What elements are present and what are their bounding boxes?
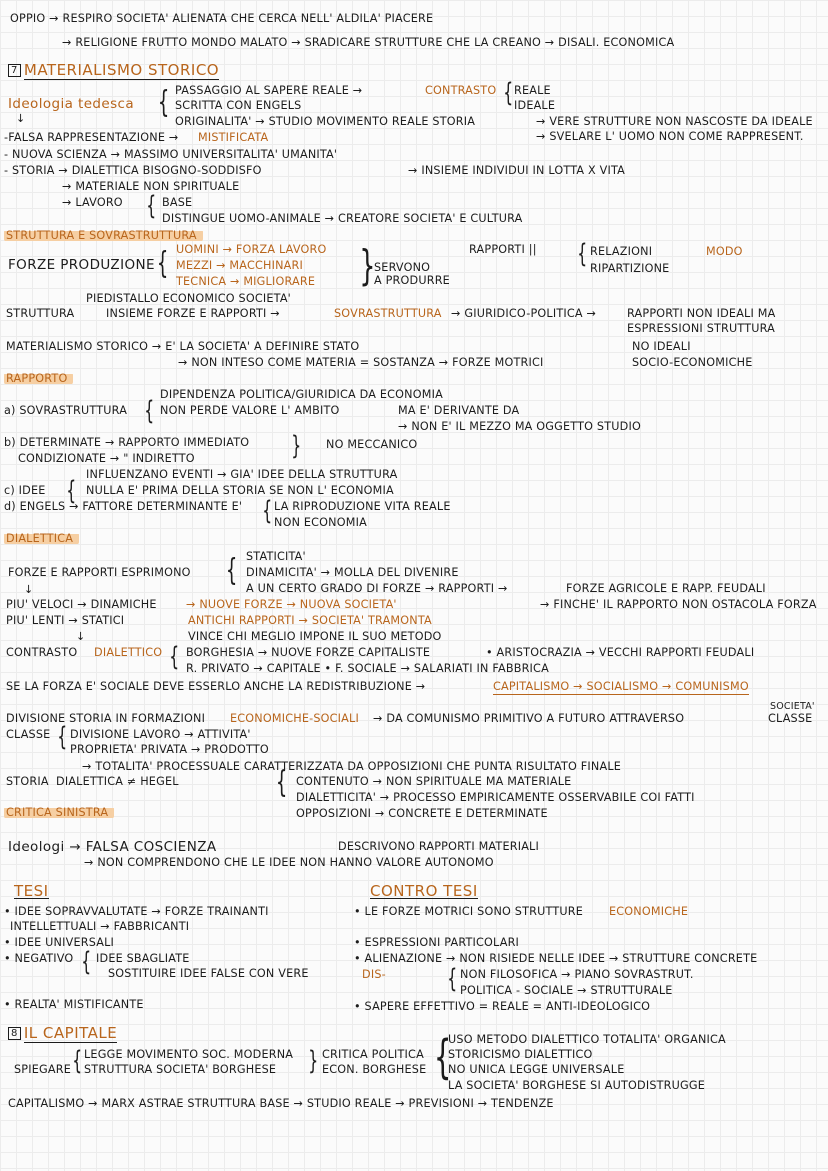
text-antichi: ANTICHI RAPPORTI → SOCIETA' TRAMONTA [188, 614, 432, 627]
brace: { [169, 642, 180, 672]
text-servono: SERVONO [374, 261, 431, 274]
brace: { [433, 1030, 452, 1084]
text-condizionate: CONDIZIONATE → " INDIRETTO [18, 452, 195, 465]
text-originalita: ORIGINALITA' → STUDIO MOVIMENTO REALE STORIA [175, 115, 476, 128]
section-title-capitale [8, 1026, 117, 1040]
text-contro-6: • SAPERE EFFETTIVO = REALE = ANTI-IDEOLOGICO [354, 1000, 651, 1013]
text-contro-4: NON FILOSOFICA → PIANO SOVRASTRUT. [460, 968, 694, 981]
text-storia: STORIA [6, 775, 49, 788]
text-falsa: -FALSA RAPPRESENTAZIONE → [4, 131, 179, 144]
text-non-economia: NON ECONOMIA [274, 516, 367, 529]
text-critica-politica: CRITICA POLITICA [322, 1048, 424, 1061]
text-piu-lenti: PIU' LENTI → STATICI [6, 614, 125, 627]
text-mistificata: MISTIFICATA [198, 131, 269, 144]
text-ideologia-tedesca: Ideologia tedesca [8, 96, 135, 112]
heading-rapporto: RAPPORTO [4, 372, 73, 386]
heading-critica-sinistra: CRITICA SINISTRA [4, 806, 114, 820]
text-contrasto: CONTRASTO [425, 84, 497, 97]
section-title-text: MATERIALISMO STORICO [23, 61, 220, 79]
text-contenuto: CONTENUTO → NON SPIRITUALE MA MATERIALE [296, 775, 572, 788]
text-piu-veloci: PIU' VELOCI → DINAMICHE [6, 598, 157, 611]
heading-tesi: TESI [14, 882, 49, 900]
text-nulla: NULLA E' PRIMA DELLA STORIA SE NON L' ECONOMIA [86, 484, 394, 497]
brace: { [157, 85, 170, 120]
text-contrasto: CONTRASTO [6, 646, 78, 659]
text-classe: CLASSE [6, 728, 51, 741]
text-ideologi: Ideologi → FALSA COSCIENZA [8, 839, 217, 855]
text-divisione: DIVISIONE STORIA IN FORMAZIONI [6, 712, 206, 725]
text-insieme-individui: → INSIEME INDIVIDUI IN LOTTA X VITA [408, 164, 626, 177]
text-societa-small: SOCIETA' [770, 701, 815, 712]
text-idee: c) IDEE [4, 484, 46, 497]
text-capitalismo: CAPITALISMO → MARX ASTRAE STRUTTURA BASE → STUDIO REALE → PREVISIONI → TENDENZE [8, 1097, 554, 1110]
text-totalita: → TOTALITA' PROCESSUALE CARATTERIZZATA DA OPPOSIZIONI CHE PUNTA RISULTATO FINALE [82, 760, 622, 773]
text-ma-derivante: MA E' DERIVANTE DA [398, 404, 520, 417]
brace: { [57, 722, 68, 752]
brace: { [447, 964, 458, 994]
text-non-comprendono: → NON COMPRENDONO CHE LE IDEE NON HANNO VALORE AUTONOMO [84, 856, 494, 869]
text-se-la-forza: SE LA FORZA E' SOCIALE DEVE ESSERLO ANCHE LA REDISTRIBUZIONE → [6, 680, 426, 693]
text-staticita: STATICITA' [246, 550, 306, 563]
text-contro-3b: DIS- [362, 968, 386, 981]
text-proprieta: PROPRIETA' PRIVATA → PRODOTTO [70, 743, 269, 756]
text-dialettica-hegel: DIALETTICA ≠ HEGEL [56, 775, 179, 788]
text-modo: MODO [706, 245, 743, 258]
text-passaggio: PASSAGGIO AL SAPERE REALE → [175, 84, 363, 97]
text-certo-grado: A UN CERTO GRADO DI FORZE → RAPPORTI → [246, 582, 508, 595]
text-contro-3: • ALIENAZIONE → NON RISIEDE NELLE IDEE → STRUTTURE CONCRETE [354, 952, 758, 965]
text-dialetticita: DIALETTICITA' → PROCESSO EMPIRICAMENTE OSSERVABILE COI FATTI [296, 791, 695, 804]
text-svelare: → SVELARE L' UOMO NON COME RAPPRESENT. [536, 130, 804, 143]
text-oppio: OPPIO → RESPIRO SOCIETA' ALIENATA CHE CERCA NELL' ALDILA' PIACERE [10, 12, 434, 25]
text-rapporti-ii: RAPPORTI || [469, 243, 537, 256]
text-relazioni: RELAZIONI [590, 245, 653, 258]
section-title-text: IL CAPITALE [23, 1024, 118, 1042]
text-insieme-forze: INSIEME FORZE E RAPPORTI → [106, 307, 280, 320]
text-rapporti-non: RAPPORTI NON IDEALI MA [627, 307, 776, 320]
text-forze-produzione: FORZE PRODUZIONE [8, 257, 155, 273]
heading-dialettica: DIALETTICA [4, 532, 79, 546]
text-distingue: DISTINGUE UOMO-ANIMALE → CREATORE SOCIETA' E CULTURA [162, 212, 523, 225]
text-sovrastruttura-a: a) SOVRASTRUTTURA [4, 404, 128, 417]
section-number: 8 [8, 1027, 21, 1040]
text-determinate: b) DETERMINATE → RAPPORTO IMMEDIATO [4, 436, 250, 449]
text-tesi-7: • REALTA' MISTIFICANTE [4, 998, 144, 1011]
text-borghesia: BORGHESIA → NUOVE FORZE CAPITALISTE [186, 646, 431, 659]
text-dialettico: DIALETTICO [94, 646, 163, 659]
heading-struttura-sovrastruttura: STRUTTURA E SOVRASTRUTTURA [4, 229, 203, 243]
text-no-meccanico: NO MECCANICO [326, 438, 418, 451]
text-struttura: STRUTTURA [6, 307, 75, 320]
down-arrow-icon: ↓ [76, 630, 86, 643]
text-tecnica: TECNICA → MIGLIORARE [176, 275, 316, 288]
text-contro-1: • LE FORZE MOTRICI SONO STRUTTURE [354, 905, 583, 918]
text-tesi-5: IDEE SBAGLIATE [96, 952, 190, 965]
text-non-inteso: → NON INTESO COME MATERIA = SOSTANZA → FORZE MOTRICI [178, 356, 544, 369]
brace: { [66, 476, 77, 506]
brace: { [72, 1046, 83, 1076]
text-storia-dialettica: - STORIA → DIALETTICA BISOGNO-SODDISFO [4, 164, 262, 177]
text-legge: LEGGE MOVIMENTO SOC. MODERNA [84, 1048, 294, 1061]
text-no-ideali: NO IDEALI [632, 340, 691, 353]
text-base: BASE [162, 196, 193, 209]
text-aristocrazia: • ARISTOCRAZIA → VECCHI RAPPORTI FEUDALI [486, 646, 755, 659]
text-materiale: → MATERIALE NON SPIRITUALE [62, 180, 240, 193]
text-tesi-4: • NEGATIVO [4, 952, 74, 965]
text-dinamicita: DINAMICITA' → MOLLA DEL DIVENIRE [246, 566, 459, 579]
text-no-unica: NO UNICA LEGGE UNIVERSALE [448, 1063, 625, 1076]
text-ripartizione: RIPARTIZIONE [590, 262, 670, 275]
text-struttura-borghese: STRUTTURA SOCIETA' BORGHESE [84, 1063, 277, 1076]
text-divisione-lavoro: DIVISIONE LAVORO → ATTIVITA' [70, 728, 251, 741]
text-vince: VINCE CHI MEGLIO IMPONE IL SUO METODO [188, 630, 442, 643]
brace: } [308, 1046, 319, 1076]
text-econ-borghese: ECON. BORGHESE [322, 1063, 427, 1076]
brace: { [146, 191, 157, 221]
text-uso-metodo: USO METODO DIALETTICO TOTALITA' ORGANICA [448, 1033, 726, 1046]
text-lavoro: → LAVORO [62, 196, 123, 209]
text-da-comunismo: → DA COMUNISMO PRIMITIVO A FUTURO ATTRAVERSO [373, 712, 685, 725]
text-vere: → VERE STRUTTURE NON NASCOSTE DA IDEALE [536, 115, 813, 128]
down-arrow-icon: ↓ [24, 583, 34, 596]
text-nuova-scienza: - NUOVA SCIENZA → MASSIMO UNIVERSITALITA' UMANITA' [4, 148, 338, 161]
text-contro-2: • ESPRESSIONI PARTICOLARI [354, 936, 520, 949]
text-la-societa: LA SOCIETA' BORGHESE SI AUTODISTRUGGE [448, 1079, 706, 1092]
text-opposizioni: OPPOSIZIONI → CONCRETE E DETERMINATE [296, 807, 548, 820]
text-contro-1b: ECONOMICHE [609, 905, 689, 918]
text-non-mezzo: → NON E' IL MEZZO MA OGGETTO STUDIO [398, 420, 641, 433]
brace: { [503, 78, 514, 108]
text-tesi-1: • IDEE SOPRAVVALUTATE → FORZE TRAINANTI [4, 905, 269, 918]
text-tesi-2: INTELLETTUALI → FABBRICANTI [10, 920, 190, 933]
text-influenzano: INFLUENZANO EVENTI → GIA' IDEE DELLA STRUTTURA [86, 468, 398, 481]
text-materialismo-storico: MATERIALISMO STORICO → E' LA SOCIETA' A DEFINIRE STATO [6, 340, 360, 353]
text-scritta: SCRITTA CON ENGELS [175, 99, 302, 112]
text-uomini: UOMINI → FORZA LAVORO [176, 243, 327, 256]
down-arrow-icon: ↓ [16, 112, 26, 125]
text-a-produrre: A PRODURRE [374, 274, 450, 287]
section-number: 7 [8, 64, 21, 77]
text-finche: → FINCHE' IL RAPPORTO NON OSTACOLA FORZA [540, 598, 817, 611]
brace: } [291, 431, 302, 461]
text-giuridico: → GIURIDICO-POLITICA → [451, 307, 597, 320]
text-descrivono: DESCRIVONO RAPPORTI MATERIALI [338, 840, 539, 853]
brace: { [577, 239, 588, 269]
text-spiegare: SPIEGARE [14, 1063, 71, 1076]
text-non-perde: NON PERDE VALORE L' AMBITO [160, 404, 340, 417]
brace: { [225, 553, 238, 588]
text-socio-economiche: SOCIO-ECONOMICHE [632, 356, 753, 369]
text-ideale: IDEALE [514, 99, 556, 112]
brace: { [275, 765, 288, 800]
text-economiche-sociali: ECONOMICHE-SOCIALI [230, 712, 359, 725]
text-storicismo: STORICISMO DIALETTICO [448, 1048, 593, 1061]
brace: { [156, 246, 169, 281]
text-tesi-3: • IDEE UNIVERSALI [4, 936, 115, 949]
text-mezzi: MEZZI → MACCHINARI [176, 259, 303, 272]
text-piedistallo: PIEDISTALLO ECONOMICO SOCIETA' [86, 292, 291, 305]
brace: } [359, 241, 376, 290]
text-la-riproduzione: LA RIPRODUZIONE VITA REALE [274, 500, 451, 513]
brace: { [144, 396, 155, 426]
text-forze-rapporti: FORZE E RAPPORTI ESPRIMONO [8, 566, 191, 579]
section-title-materialismo [8, 63, 219, 77]
text-forze-agricole: FORZE AGRICOLE E RAPP. FEUDALI [566, 582, 766, 595]
brace: { [262, 496, 273, 526]
text-tesi-6: SOSTITUIRE IDEE FALSE CON VERE [108, 967, 309, 980]
text-reale: REALE [514, 84, 551, 97]
heading-contro-tesi: CONTRO TESI [370, 882, 478, 900]
text-privato: R. PRIVATO → CAPITALE • F. SOCIALE → SALARIATI IN FABBRICA [186, 662, 549, 675]
text-classe-right: CLASSE [768, 712, 813, 725]
text-dipendenza: DIPENDENZA POLITICA/GIURIDICA DA ECONOMIA [160, 388, 443, 401]
text-religione: → RELIGIONE FRUTTO MONDO MALATO → SRADICARE STRUTTURE CHE LA CREANO → DISALI. ECONOMICA [62, 36, 675, 49]
text-nuove-forze: → NUOVE FORZE → NUOVA SOCIETA' [186, 598, 397, 611]
text-contro-5: POLITICA - SOCIALE → STRUTTURALE [460, 984, 673, 997]
text-espressioni-struttura: ESPRESSIONI STRUTTURA [627, 322, 776, 335]
brace: { [81, 947, 92, 977]
text-sovrastruttura: SOVRASTRUTTURA [334, 307, 442, 320]
text-capitalismo-comunismo: CAPITALISMO → SOCIALISMO → COMUNISMO [493, 680, 749, 693]
text-engels: d) ENGELS → FATTORE DETERMINANTE E' [4, 500, 243, 513]
